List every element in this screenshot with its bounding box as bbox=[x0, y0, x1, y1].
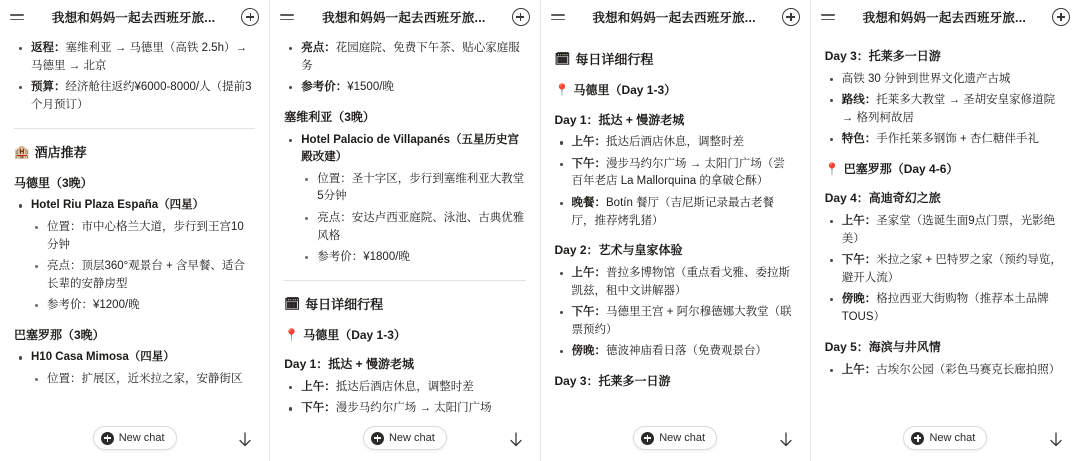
list-item-text: 格拉西亚大街购物（推荐本土品牌 TOUS） bbox=[841, 293, 1049, 324]
list-item-label: 傍晚： bbox=[841, 293, 877, 306]
new-chat-label: New chat bbox=[929, 432, 976, 444]
list-item bbox=[570, 134, 796, 152]
panel-3-title: 我想和妈妈一起去西班牙旅... bbox=[592, 11, 756, 25]
list-item-label: 上午： bbox=[571, 266, 606, 279]
new-chat-button[interactable] bbox=[633, 426, 717, 450]
subheading-madrid: 马德里（3晚） bbox=[14, 175, 93, 190]
list-item bbox=[299, 132, 525, 267]
list-item-text: 塞维利亚 → 马德里（高铁 2.5h）→ 马德里 → 北京 bbox=[31, 42, 247, 72]
panel-1-content bbox=[0, 34, 269, 461]
section-heading-hotels bbox=[14, 143, 255, 163]
list-item-text: 圣家堂（选诞生面9点门票，光影绝美） bbox=[841, 215, 1056, 245]
list-item bbox=[570, 343, 796, 361]
list-item: 亮点：安达卢西亚庭院、泳池、古典优雅风格 bbox=[315, 210, 525, 246]
list-item-label: 路线： bbox=[841, 93, 877, 106]
list bbox=[284, 132, 525, 267]
list-item-label: 返程： bbox=[31, 42, 66, 54]
new-chat-button[interactable] bbox=[93, 426, 177, 450]
list-item: 高铁 30 分钟到世界文化遗产古城 bbox=[840, 71, 1066, 89]
scroll-to-bottom-icon[interactable] bbox=[508, 431, 524, 449]
new-chat-label: New chat bbox=[118, 432, 165, 444]
new-chat-icon[interactable] bbox=[782, 8, 800, 26]
list-item bbox=[840, 252, 1066, 288]
hotel-name: H10 Casa Mimosa（四星） bbox=[31, 351, 175, 364]
divider bbox=[14, 128, 255, 129]
subheading-day2: Day 2：艺术与皇家体验 bbox=[554, 243, 683, 258]
panel-4-bottom-bar bbox=[811, 415, 1080, 461]
pin-icon: 📍 bbox=[284, 327, 300, 342]
subheading-day1: Day 1：抵达 + 慢游老城 bbox=[284, 357, 414, 372]
subheading-day3: Day 3：托莱多一日游 bbox=[824, 49, 941, 63]
subheading-barcelona: 巴塞罗那（3晚） bbox=[14, 327, 105, 342]
sub-list bbox=[301, 171, 525, 267]
plus-icon bbox=[911, 432, 924, 445]
divider bbox=[284, 280, 525, 281]
menu-icon[interactable] bbox=[280, 10, 296, 24]
list-item: 亮点：顶层360°观景台 + 含早餐、适合长辈的安静房型 bbox=[45, 258, 255, 294]
calendar-icon: 🗓 bbox=[554, 52, 571, 67]
list-item: 参考价：¥1800/晚 bbox=[315, 249, 525, 267]
panel-4-content bbox=[811, 34, 1080, 461]
new-chat-label: New chat bbox=[659, 432, 706, 444]
plus-icon bbox=[641, 432, 654, 445]
section-heading-itinerary bbox=[555, 50, 796, 70]
list-item-label: 上午： bbox=[841, 363, 877, 376]
hotel-icon: 🏨 bbox=[14, 145, 30, 160]
plus-icon bbox=[371, 432, 384, 445]
list-item-text: 托莱多大教堂 → 圣胡安皇家修道院 → 格列柯故居 bbox=[841, 93, 1056, 124]
list-item-text: 漫步马约尔广场 → 太阳门广场 bbox=[335, 402, 492, 415]
list-item: 参考价：¥1200/晚 bbox=[45, 297, 255, 315]
scroll-to-bottom-icon[interactable] bbox=[778, 431, 794, 449]
subheading-text: 马德里（Day 1-3） bbox=[303, 327, 406, 342]
panel-2-content bbox=[270, 34, 539, 461]
list-item bbox=[299, 379, 525, 397]
list-item-text: ¥1500/晚 bbox=[347, 81, 394, 94]
list-item bbox=[29, 40, 255, 76]
list bbox=[284, 40, 525, 97]
list-item bbox=[840, 92, 1066, 128]
list-item bbox=[570, 265, 796, 301]
subheading-text: 马德里（Day 1-3） bbox=[573, 83, 677, 98]
list-item-label: 上午： bbox=[571, 136, 606, 149]
new-chat-button[interactable] bbox=[903, 426, 987, 450]
section-heading-itinerary bbox=[284, 295, 525, 315]
subheading-barcelona-days bbox=[825, 160, 1066, 179]
chat-panel-2 bbox=[270, 0, 540, 461]
list-item bbox=[840, 362, 1066, 380]
new-chat-label: New chat bbox=[388, 432, 435, 444]
list bbox=[14, 197, 255, 314]
list-item bbox=[29, 349, 255, 388]
list-item-label: 晚餐： bbox=[571, 196, 606, 209]
subheading-day1: Day 1：抵达 + 慢游老城 bbox=[554, 112, 685, 127]
list-item-text: 古埃尔公园（彩色马赛克长廊拍照） bbox=[876, 363, 1061, 376]
subheading-seville: 塞维利亚（3晚） bbox=[284, 109, 375, 124]
new-chat-icon[interactable] bbox=[512, 8, 530, 26]
list bbox=[825, 213, 1066, 327]
plus-icon bbox=[101, 432, 114, 445]
subheading-madrid-days bbox=[284, 326, 525, 345]
list bbox=[14, 349, 255, 388]
hotel-name: Hotel Palacio de Villapanés（五星历史宫殿改建） bbox=[301, 133, 519, 164]
sub-list bbox=[31, 371, 255, 389]
list bbox=[825, 362, 1066, 380]
list-item-label: 亮点： bbox=[301, 42, 336, 54]
panel-3-bottom-bar bbox=[541, 415, 810, 461]
list-item-label: 下午： bbox=[301, 402, 336, 415]
list-item-label: 参考价： bbox=[301, 81, 348, 94]
chat-panel-4 bbox=[811, 0, 1080, 461]
list-item-label: 下午： bbox=[571, 157, 606, 170]
pin-icon: 📍 bbox=[824, 161, 840, 176]
list bbox=[555, 134, 796, 230]
new-chat-icon[interactable] bbox=[1052, 8, 1070, 26]
list-item bbox=[840, 213, 1066, 249]
list-item: 位置：扩展区，近米拉之家，安静街区 bbox=[45, 371, 255, 389]
subheading-madrid-days bbox=[555, 81, 796, 100]
list-item-label: 上午： bbox=[301, 381, 336, 394]
list-item-text: Botín 餐厅（吉尼斯记录最古老餐厅，推荐烤乳猪） bbox=[571, 196, 775, 227]
list-item-text: 普拉多博物馆（重点看戈雅、委拉斯凯兹，租中文讲解器） bbox=[571, 266, 790, 297]
list bbox=[284, 379, 525, 418]
menu-icon[interactable] bbox=[551, 10, 567, 24]
section-heading-text: 每日详细行程 bbox=[575, 52, 654, 67]
list-item-text: 米拉之家 + 巴特罗之家（预约导览，避开人流） bbox=[841, 254, 1062, 284]
list-item-text: 抵达后酒店休息，调整时差 bbox=[335, 381, 474, 394]
list-item-label: 预算： bbox=[31, 81, 66, 94]
subheading-day4: Day 4：高迪奇幻之旅 bbox=[824, 191, 941, 206]
subheading-day3: Day 3：托莱多一日游 bbox=[554, 374, 671, 389]
panel-3-topbar bbox=[541, 0, 810, 34]
subheading-day5: Day 5：海滨与井风情 bbox=[824, 339, 941, 354]
list-item-text: 手作托莱多钢饰 + 杏仁糖伴手礼 bbox=[876, 133, 1039, 146]
menu-icon[interactable] bbox=[821, 10, 837, 24]
list-item bbox=[299, 79, 525, 97]
list-item bbox=[570, 304, 796, 340]
list-item bbox=[840, 291, 1066, 327]
list bbox=[555, 265, 796, 361]
list-item-label: 上午： bbox=[841, 215, 877, 228]
scroll-to-bottom-icon[interactable] bbox=[1048, 431, 1064, 449]
list-item bbox=[29, 79, 255, 115]
menu-icon[interactable] bbox=[10, 10, 26, 24]
panel-1-bottom-bar bbox=[0, 415, 269, 461]
panel-1-title: 我想和妈妈一起去西班牙旅... bbox=[51, 11, 216, 25]
list-item-label: 特色： bbox=[841, 133, 877, 146]
new-chat-button[interactable] bbox=[363, 426, 447, 450]
panel-2-title: 我想和妈妈一起去西班牙旅... bbox=[322, 11, 486, 25]
list-item-text: 经济舱往返约¥6000-8000/人（提前3个月预订） bbox=[31, 81, 252, 111]
section-heading-text: 每日详细行程 bbox=[305, 296, 384, 312]
panel-1-topbar bbox=[0, 0, 269, 34]
panel-4-topbar bbox=[811, 0, 1080, 34]
list-item bbox=[570, 156, 796, 192]
panel-3-content bbox=[541, 34, 810, 461]
list-item-label: 下午： bbox=[571, 306, 606, 319]
list-item bbox=[29, 197, 255, 314]
pin-icon: 📍 bbox=[554, 83, 570, 98]
list-item bbox=[299, 40, 525, 76]
chat-panel-3 bbox=[541, 0, 811, 461]
list-item-label: 下午： bbox=[841, 254, 877, 267]
panel-2-bottom-bar bbox=[270, 415, 539, 461]
calendar-icon: 🗓 bbox=[284, 297, 301, 312]
list-item-text: 漫步马约尔广场 → 太阳门广场（尝百年老店 La Mallorquina 的拿破仑酥） bbox=[571, 157, 785, 188]
chat-panel-1 bbox=[0, 0, 270, 461]
list-item: 位置：圣十字区，步行到塞维利亚大教堂5分钟 bbox=[315, 171, 525, 207]
list-item bbox=[570, 195, 796, 231]
scroll-to-bottom-icon[interactable] bbox=[237, 431, 253, 449]
list bbox=[14, 40, 255, 115]
list-item bbox=[840, 131, 1066, 149]
panel-2-topbar bbox=[270, 0, 539, 34]
list-item-text: 德波神庙看日落（免费观景台） bbox=[606, 345, 767, 358]
list-item: 位置：市中心格兰大道，步行到王宫10分钟 bbox=[45, 219, 255, 255]
new-chat-icon[interactable] bbox=[241, 8, 259, 26]
sub-list bbox=[31, 219, 255, 315]
panel-4-title: 我想和妈妈一起去西班牙旅... bbox=[862, 11, 1027, 25]
hotel-name: Hotel Riu Plaza España（四星） bbox=[31, 199, 205, 212]
list-item-label: 傍晚： bbox=[571, 345, 606, 358]
list-item-text: 花园庭院、免费下午茶、贴心家庭服务 bbox=[301, 42, 520, 72]
section-heading-text: 酒店推荐 bbox=[34, 144, 87, 160]
list bbox=[825, 71, 1066, 149]
list-item-text: 抵达后酒店休息，调整时差 bbox=[606, 136, 744, 149]
list-item-text: 马德里王宫 + 阿尔穆德娜大教堂（联票预约） bbox=[571, 306, 792, 336]
subheading-text: 巴塞罗那（Day 4-6） bbox=[843, 161, 959, 176]
